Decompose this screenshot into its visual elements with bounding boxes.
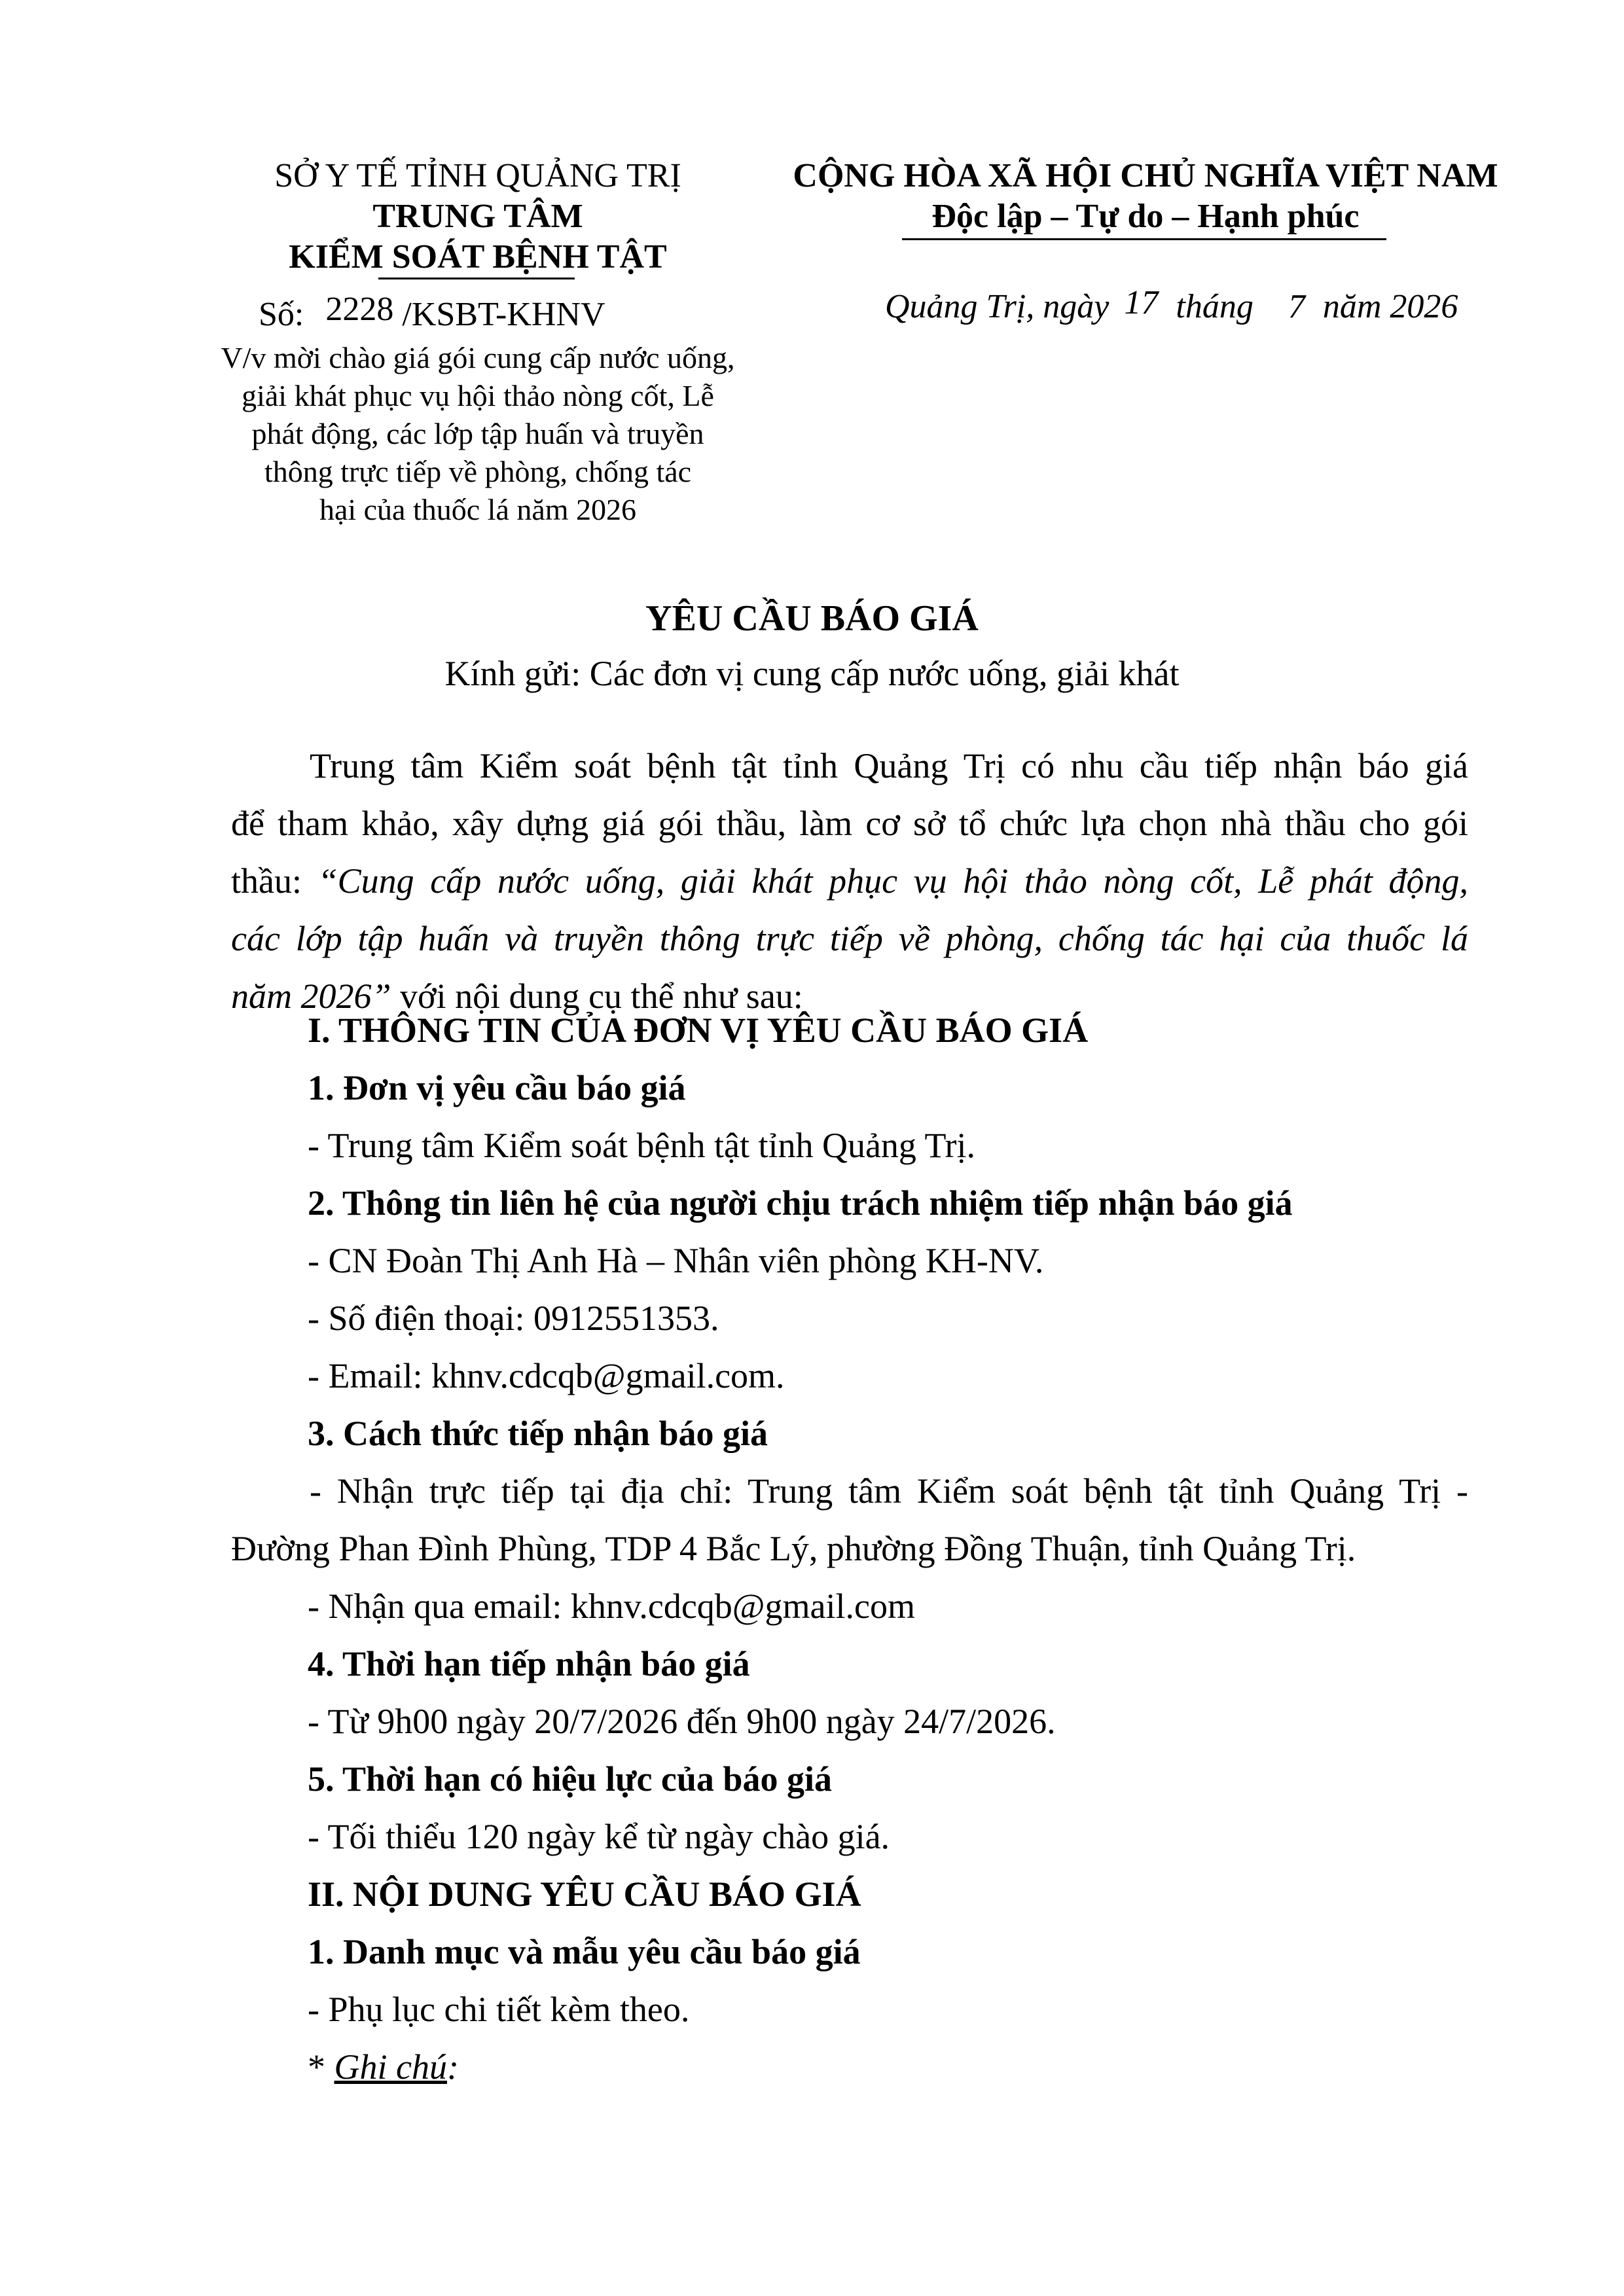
intro-line: các lớp tập huấn và truyền thông trực tiếp về phòng, chống tác hại của thuốc lá bbox=[231, 919, 1468, 958]
section-2-1-text: - Phụ lục chi tiết kèm theo. bbox=[308, 1990, 690, 2029]
section-1-heading: I. THÔNG TIN CỦA ĐƠN VỊ YÊU CẦU BÁO GIÁ bbox=[308, 1011, 1089, 1050]
subject-line: giải khát phục vụ hội thảo nòng cốt, Lễ bbox=[242, 379, 714, 412]
recipient-line: Kính gửi: Các đơn vị cung cấp nước uống, giải khát bbox=[444, 654, 1180, 693]
date-month: 7 bbox=[1288, 288, 1305, 325]
note-star: * bbox=[308, 2047, 334, 2087]
note-label: Ghi chú bbox=[334, 2047, 447, 2087]
date-year: năm 2026 bbox=[1322, 288, 1458, 325]
header-org-line2: KIỂM SOÁT BỆNH TẬT bbox=[289, 238, 667, 276]
direct-address bbox=[231, 1462, 1468, 1577]
note-line bbox=[308, 2038, 459, 2096]
intro-line: Trung tâm Kiểm soát bệnh tật tỉnh Quảng Trị có nhu cầu tiếp nhận báo giá bbox=[310, 746, 1468, 785]
document-number bbox=[259, 291, 605, 335]
date-month-label: tháng bbox=[1176, 288, 1254, 325]
header-right-rule bbox=[902, 238, 1386, 240]
header-dept: SỞ Y TẾ TỈNH QUẢNG TRỊ bbox=[274, 157, 681, 194]
number-value: 2228 bbox=[325, 291, 394, 328]
document-title: YÊU CẦU BÁO GIÁ bbox=[645, 598, 979, 639]
section-1-3-heading: 3. Cách thức tiếp nhận báo giá bbox=[308, 1414, 768, 1453]
section-2-1-heading: 1. Danh mục và mẫu yêu cầu báo giá bbox=[308, 1932, 861, 1971]
contact-name: - CN Đoàn Thị Anh Hà – Nhân viên phòng KH-NV. bbox=[308, 1241, 1044, 1280]
direct-address-line: - Nhận trực tiếp tại địa chỉ: Trung tâm Kiểm soát bệnh tật tỉnh Quảng Trị - bbox=[310, 1471, 1468, 1511]
intro-line: năm 2026” với nội dung cụ thể như sau: bbox=[231, 977, 803, 1016]
subject-line: V/v mời chào giá gói cung cấp nước uống, bbox=[221, 341, 735, 374]
date-line bbox=[885, 284, 1458, 327]
header-left-rule bbox=[378, 278, 575, 279]
country-name: CỘNG HÒA XÃ HỘI CHỦ NGHĨA VIỆT NAM bbox=[793, 157, 1498, 194]
section-1-1-heading: 1. Đơn vị yêu cầu báo giá bbox=[308, 1068, 686, 1107]
section-1-5-heading: 5. Thời hạn có hiệu lực của báo giá bbox=[308, 1759, 832, 1799]
receive-email: - Nhận qua email: khnv.cdcqb@gmail.com bbox=[308, 1587, 915, 1626]
section-1-4-heading: 4. Thời hạn tiếp nhận báo giá bbox=[308, 1644, 750, 1683]
section-1-1-text: - Trung tâm Kiểm soát bệnh tật tỉnh Quảng Trị. bbox=[308, 1126, 976, 1165]
date-place: Quảng Trị, ngày bbox=[885, 288, 1110, 325]
number-suffix: /KSBT-KHNV bbox=[402, 296, 605, 333]
subject-block bbox=[196, 339, 759, 529]
note-colon: : bbox=[446, 2047, 459, 2087]
section-1-4-text: - Từ 9h00 ngày 20/7/2026 đến 9h00 ngày 24/7/2026. bbox=[308, 1702, 1056, 1741]
number-prefix: Số: bbox=[259, 296, 304, 333]
subject-line: hại của thuốc lá năm 2026 bbox=[319, 493, 637, 526]
direct-address-line: Đường Phan Đình Phùng, TDP 4 Bắc Lý, phường Đồng Thuận, tỉnh Quảng Trị. bbox=[231, 1529, 1356, 1568]
contact-phone: - Số điện thoại: 0912551353. bbox=[308, 1299, 719, 1338]
section-1-2-heading: 2. Thông tin liên hệ của người chịu trách nhiệm tiếp nhận báo giá bbox=[308, 1183, 1293, 1223]
section-2-heading: II. NỘI DUNG YÊU CẦU BÁO GIÁ bbox=[308, 1874, 861, 1914]
national-motto: Độc lập – Tự do – Hạnh phúc bbox=[931, 198, 1360, 235]
subject-line: thông trực tiếp về phòng, chống tác bbox=[264, 455, 692, 488]
header-org-line1: TRUNG TÂM bbox=[372, 198, 583, 235]
section-1-5-text: - Tối thiểu 120 ngày kể từ ngày chào giá. bbox=[308, 1817, 890, 1856]
subject-line: phát động, các lớp tập huấn và truyền bbox=[251, 417, 704, 450]
intro-line: để tham khảo, xây dựng giá gói thầu, làm cơ sở tổ chức lựa chọn nhà thầu cho gói bbox=[231, 804, 1468, 843]
contact-email: - Email: khnv.cdcqb@gmail.com. bbox=[308, 1356, 785, 1395]
intro-paragraph bbox=[231, 737, 1468, 1025]
intro-line: thầu: “Cung cấp nước uống, giải khát phục vụ hội thảo nòng cốt, Lễ phát động, bbox=[231, 861, 1468, 901]
date-day: 17 bbox=[1124, 284, 1159, 321]
